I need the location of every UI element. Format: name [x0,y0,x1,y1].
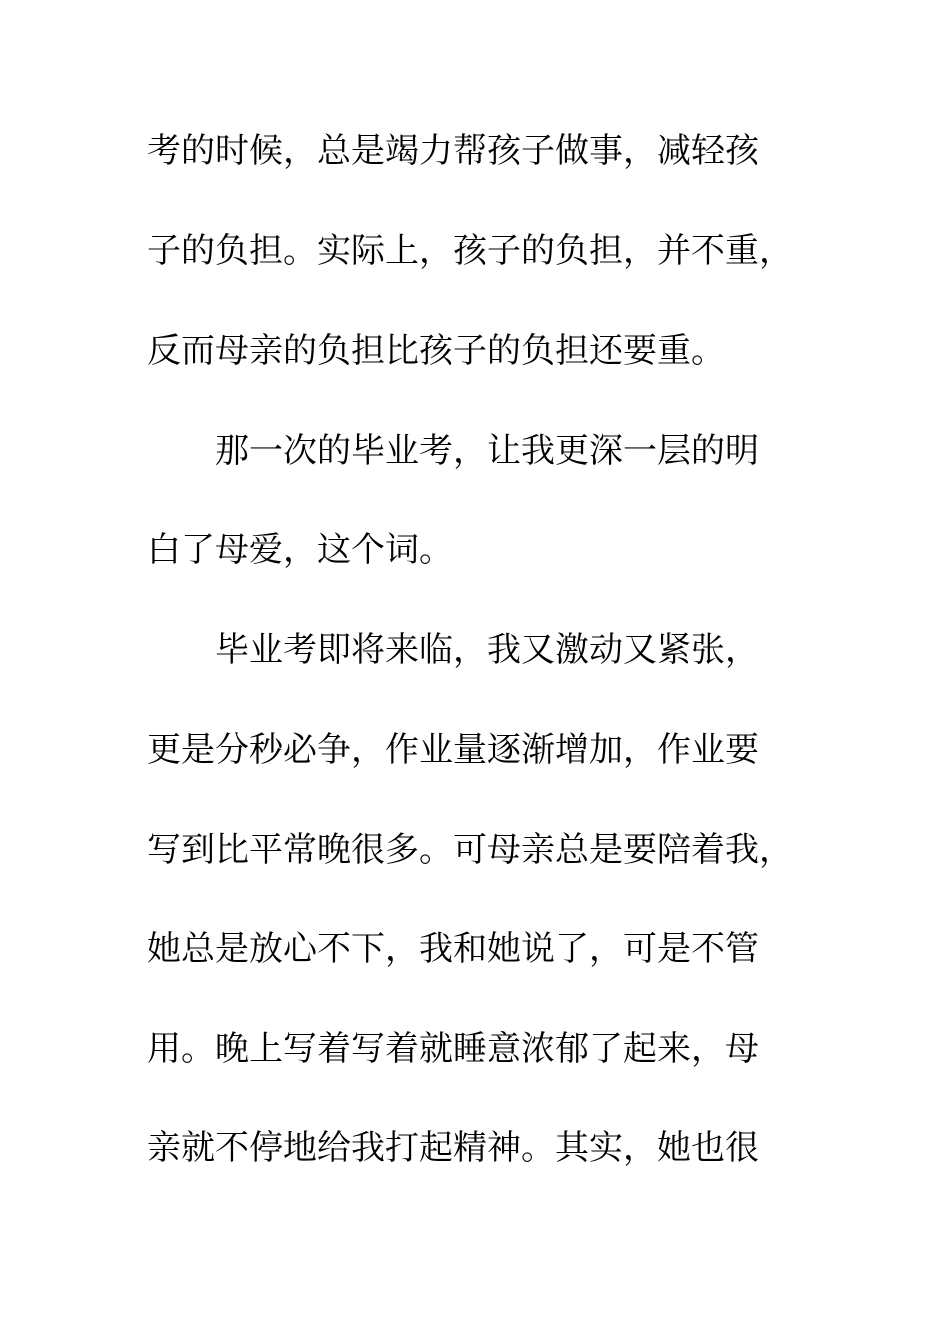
text-line: 她总是放心不下，我和她说了，可是不管 [147,929,759,969]
paragraph-first-line: 那一次的毕业考，让我更深一层的明 [215,431,759,471]
paragraph-first-line: 毕业考即将来临，我又激动又紧张， [215,630,759,670]
text-line: 更是分秒必争，作业量逐渐增加，作业要 [147,730,759,770]
text-line: 反而母亲的负担比孩子的负担还要重。 [147,331,725,371]
text-line: 用。晚上写着写着就睡意浓郁了起来，母 [147,1029,759,1069]
text-line: 考的时候，总是竭力帮孩子做事，减轻孩 [147,131,759,171]
text-line: 亲就不停地给我打起精神。其实，她也很 [147,1128,759,1168]
text-line: 写到比平常晚很多。可母亲总是要陪着我， [147,830,793,870]
text-line: 白了母爱，这个词。 [147,530,453,570]
text-line: 子的负担。实际上，孩子的负担，并不重， [147,231,793,271]
